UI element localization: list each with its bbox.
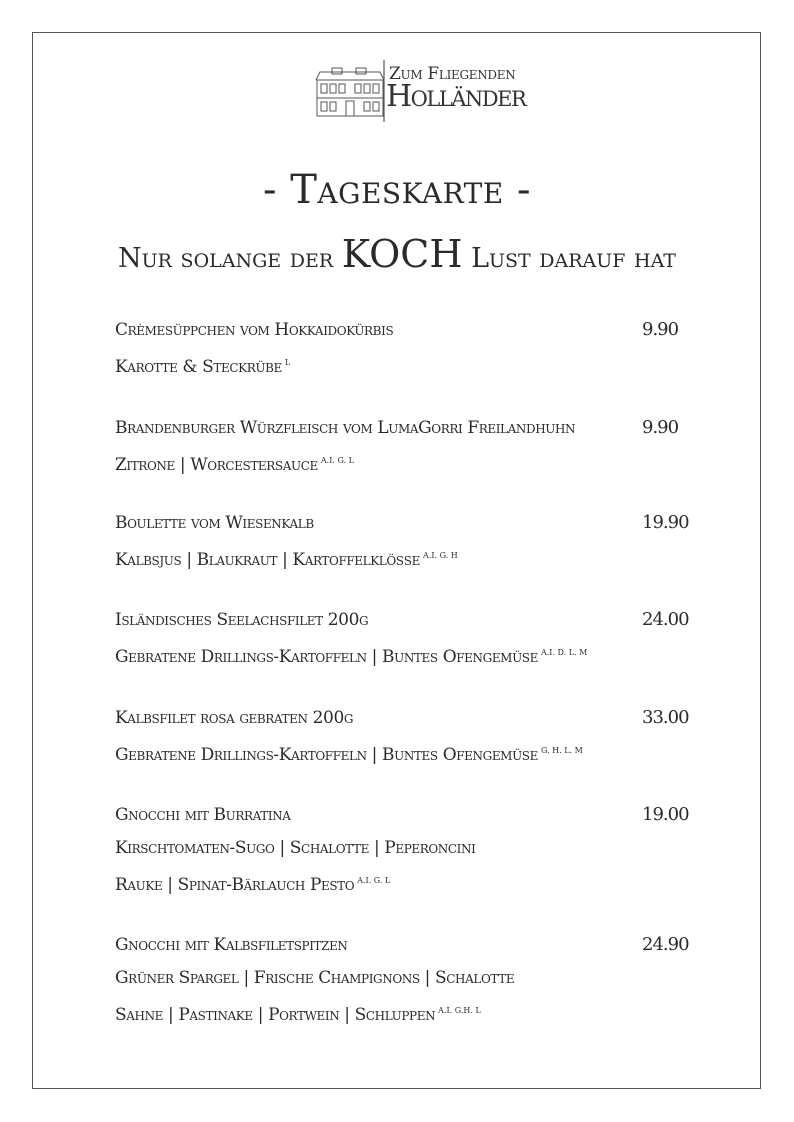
dish-description	[115, 741, 715, 774]
allergen-codes: A.I. G. H	[423, 551, 458, 560]
dish-name: Isländisches Seelachsfilet 200g	[115, 610, 369, 630]
dish-price: 9.90	[642, 417, 679, 438]
dish-description	[115, 643, 715, 676]
dish-description	[115, 838, 715, 871]
dish-name: Gnocchi mit Burratina	[115, 805, 291, 825]
allergen-codes: A.I. G. L	[320, 456, 354, 465]
dish-price: 19.00	[642, 804, 689, 825]
dish-sides: Grüner Spargel | Frische Champignons | Schalotte	[115, 968, 515, 988]
allergen-codes: G. H. L. M	[540, 746, 583, 755]
dish-price: 19.90	[642, 512, 689, 533]
allergen-codes: L	[284, 358, 291, 367]
subtitle-end: Lust darauf hat	[462, 243, 676, 274]
page-subtitle	[0, 232, 794, 278]
menu-item	[115, 418, 715, 484]
dish-sides: Zitrone | Worcestersauce	[115, 455, 318, 475]
menu-item	[115, 805, 715, 904]
allergen-codes: A.I. G. L	[357, 876, 391, 885]
dish-sides: Kirschtomaten-Sugo | Schalotte | Peperoncini	[115, 838, 476, 858]
subtitle-start: Nur solange der	[118, 243, 342, 274]
page-title: - Tageskarte -	[262, 167, 532, 213]
dish-price: 24.00	[642, 609, 689, 630]
menu-item	[115, 513, 715, 579]
restaurant-logo	[314, 58, 524, 124]
allergen-codes: A.I. D. L. M	[540, 648, 588, 657]
logo-text-top: Zum Fliegenden	[389, 64, 516, 84]
menu-item	[115, 320, 715, 386]
building-icon	[314, 58, 386, 124]
dish-price: 33.00	[642, 707, 689, 728]
dish-description	[115, 871, 715, 904]
dish-name: Kalbsfilet rosa gebraten 200g	[115, 708, 354, 728]
dish-price: 24.90	[642, 934, 689, 955]
dish-description	[115, 1001, 715, 1034]
dish-name: Boulette vom Wiesenkalb	[115, 513, 314, 533]
logo-text-bottom: Holländer	[386, 79, 526, 114]
dish-name: Brandenburger Würzfleisch vom LumaGorri Freilandhuhn	[115, 418, 576, 438]
subtitle-emphasis: KOCH	[341, 232, 463, 276]
dish-sides: Karotte & Steckrübe	[115, 357, 282, 377]
menu-item	[115, 708, 715, 774]
allergen-codes: A.I. G.H. L	[438, 1006, 481, 1015]
dish-name: Crèmesüppchen vom Hokkaidokürbis	[115, 320, 394, 340]
dish-description	[115, 968, 715, 1001]
dish-sides: Sahne | Pastinake | Portwein | Schluppen	[115, 1005, 436, 1025]
menu-item	[115, 935, 715, 1034]
dish-sides: Kalbsjus | Blaukraut | Kartoffelklöße	[115, 550, 420, 570]
dish-sides: Rauke | Spinat-Bärlauch Pesto	[115, 875, 355, 895]
dish-description	[115, 546, 715, 579]
dish-sides: Gebratene Drillings-Kartoffeln | Buntes Ofengemüse	[115, 647, 538, 667]
dish-sides: Gebratene Drillings-Kartoffeln | Buntes Ofengemüse	[115, 745, 538, 765]
menu-item	[115, 610, 715, 676]
dish-description	[115, 353, 715, 386]
dish-price: 9.90	[642, 319, 679, 340]
dish-description	[115, 451, 715, 484]
dish-name: Gnocchi mit Kalbsfiletspitzen	[115, 935, 348, 955]
